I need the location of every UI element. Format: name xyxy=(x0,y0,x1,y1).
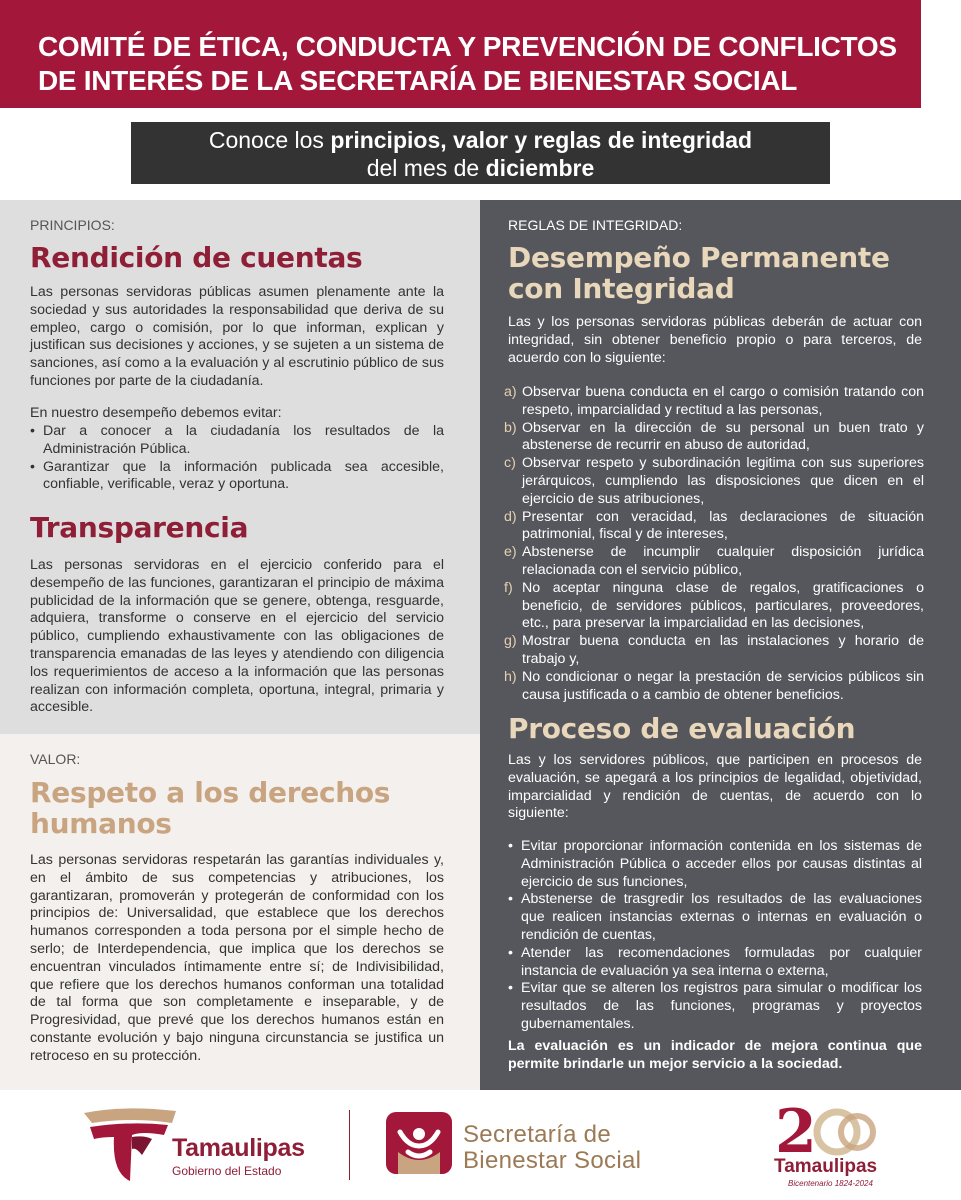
desempeno-title-line-1: Desempeño Permanente xyxy=(508,241,890,274)
item-text: Observar respeto y subordinación legitima con sus superiores jerárquicos, cumpliendo las disposiciones que dicen en el ejercicio de sus atribuciones, xyxy=(522,455,924,507)
item-marker: d) xyxy=(504,508,517,525)
list-item: • Dar a conocer a la ciudadanía los resultados de la Administración Pública. xyxy=(30,423,444,459)
valor-label: VALOR: xyxy=(30,751,81,767)
item-marker: e) xyxy=(504,544,517,561)
list-item xyxy=(504,455,924,508)
proceso-closing: La evaluación es un indicador de mejora continua que permite brindarle un mejor servicio a la sociedad. xyxy=(508,1038,922,1072)
list-item: • Evitar proporcionar información contenida en los sistemas de Administración Pública o acceder ellos por causas distintas al ejercicio de sus funciones, xyxy=(508,838,922,891)
banner-text-2: principios, valor y reglas de integridad xyxy=(330,127,753,153)
reglas-panel xyxy=(480,200,961,1090)
transparencia-title: Transparencia xyxy=(30,511,249,544)
footer-divider xyxy=(349,1110,350,1180)
banner-text-1: Conoce los xyxy=(208,127,331,153)
bienestar-logo-icon xyxy=(386,1112,452,1174)
gobierno-text: Gobierno del Estado xyxy=(172,1164,282,1178)
list-item xyxy=(504,420,924,456)
list-item: • Atender las recomendaciones formuladas por cualquier instancia de evaluación ya sea interna o externa, xyxy=(508,945,922,981)
item-marker: b) xyxy=(504,419,517,436)
proceso-intro: Las y los servidores públicos, que participen en procesos de evaluación, se apegará a los principios de legalidad, objetividad, imparcialidad y rendición de cuentas, de acuerdo con lo siguiente: xyxy=(508,752,922,822)
list-item xyxy=(504,580,924,633)
proceso-bullets xyxy=(508,838,922,1034)
item-text: No aceptar ninguna clase de regalos, gratificaciones o beneficio, de servidores públicos, particulares, proveedores, etc., para preservar la imparcialidad en las decisiones, xyxy=(522,579,924,632)
valor-title xyxy=(30,777,390,839)
item-text: Observar en la dirección de su personal un buen trato y abstenerse de recurrir en abuso de autoridad, xyxy=(522,419,924,454)
reglas-label: REGLAS DE INTEGRIDAD: xyxy=(508,217,683,233)
list-item xyxy=(504,544,924,580)
list-item xyxy=(504,509,924,545)
subtitle-banner xyxy=(131,122,830,184)
page-title xyxy=(38,30,908,98)
tamaulipas-text: Tamaulipas xyxy=(172,1134,305,1162)
transparencia-body: Las personas servidoras en el ejercicio conferido para el desempeño de las funciones, garantizaran el principio de máxima publicidad de la información que se genere, obtenga, resguarde, adquiera, transforme o conserve en el ejercicio del servicio público, cumpliendo exhaustivamente con las obligaciones de transparencia emanadas de las leyes y atendiendo con diligencia los requerimientos de acceso a la información que las personas realizan con información completa, oportuna, integral, primaria y accesible. xyxy=(30,557,444,716)
desempeno-title-line-2: con Integridad xyxy=(508,272,735,305)
secretaria-line-2: Bienestar Social xyxy=(463,1147,642,1174)
desempeno-list xyxy=(504,384,924,704)
valor-panel xyxy=(0,734,480,1090)
tamaulipas-logo-icon xyxy=(82,1107,178,1183)
rendicion-body: Las personas servidoras públicas asumen plenamente ante la sociedad y sus autoridades la responsabilidad que deriva de su empleo, cargo o comisión, por lo que informan, explican y justifican sus decisiones y acciones, y se sujeten a un sistema de sanciones, así como a la evaluación y al escrutinio público de sus funciones por parte de la ciudadanía. xyxy=(30,284,444,389)
item-text: Mostrar buena conducta en las instalaciones y horario de trabajo y, xyxy=(522,633,924,667)
item-text: No condicionar o negar la prestación de servicios públicos sin causa justificada o a cambio de obtener beneficios. xyxy=(522,668,924,703)
list-item: • Abstenerse de trasgredir los resultados de las evaluaciones que realicen instancias externas o internas en evaluación o rendición de cuentas, xyxy=(508,891,922,944)
item-text: Abstenerse de incumplir cualquier disposición jurídica relacionada con el servicio público, xyxy=(522,544,924,578)
secretaria-line-1: Secretaría de xyxy=(463,1121,611,1148)
desempeno-intro: Las y los personas servidoras públicas deberán de actuar con integridad, sin obtener beneficio propio o para terceros, de acuerdo con lo siguiente: xyxy=(508,314,922,366)
header-bar xyxy=(0,0,921,108)
item-text: Presentar con veracidad, las declaraciones de situación patrimonial, fiscal y de intereses, xyxy=(522,508,924,543)
principios-label: PRINCIPIOS: xyxy=(30,217,115,233)
title-line-1: COMITÉ DE ÉTICA, CONDUCTA Y PREVENCIÓN DE CONFLICTOS xyxy=(38,31,897,62)
proceso-title: Proceso de evaluación xyxy=(508,712,856,745)
rendicion-intro: En nuestro desempeño debemos evitar: xyxy=(30,405,282,421)
item-marker: g) xyxy=(504,633,517,650)
list-item xyxy=(504,384,924,420)
valor-title-line-1: Respeto a los derechos xyxy=(30,776,391,809)
valor-title-line-2: humanos xyxy=(30,807,172,840)
item-marker: a) xyxy=(504,384,517,400)
list-item xyxy=(504,669,924,705)
bicentenario-sub-text: Bicentenario 1824-2024 xyxy=(788,1179,873,1188)
title-line-2: DE INTERÉS DE LA SECRETARÍA DE BIENESTAR SOCIAL xyxy=(38,65,798,96)
banner-text-4: diciembre xyxy=(485,155,595,181)
svg-text:2: 2 xyxy=(775,1100,817,1158)
bicentenario-200-logo-icon xyxy=(773,1100,877,1158)
footer xyxy=(0,1090,961,1200)
valor-body: Las personas servidoras respetarán las garantías individuales y, en el ámbito de sus competencias y atribuciones, los garantizaran, promoverán y protegerán de conformidad con los principios de: Universalidad, que establece que los derechos humanos corresponden a toda persona por el simple hecho de serlo; de Interdependencia, que implica que los derechos se encuentran vinculados íntimamente entre sí; de Indivisibilidad, que refiere que los derechos humanos conforman una totalidad de tal forma que son completamente e inseparable, y de Progresividad, que prevé que los derechos humanos están en constante evolución y bajo ninguna circunstancia se justifica un retroceso en su protección. xyxy=(30,852,444,1064)
item-marker: f) xyxy=(504,579,513,596)
item-text: Observar buena conducta en el cargo o comisión tratando con respeto, imparcialidad y rectitud a las personas, xyxy=(522,384,924,418)
list-item: • Evitar que se alteren los registros para simular o modificar los resultados de las funciones, programas y proyectos gubernamentales. xyxy=(508,980,922,1033)
banner-text-3: del mes de xyxy=(366,155,486,181)
list-item: • Garantizar que la información publicada sea accesible, confiable, verificable, veraz y oportuna. xyxy=(30,459,444,495)
list-item xyxy=(504,633,924,669)
item-marker: h) xyxy=(504,668,517,685)
secretaria-text xyxy=(463,1122,641,1174)
rendicion-bullets xyxy=(30,423,444,494)
rendicion-title: Rendición de cuentas xyxy=(30,241,363,274)
item-marker: c) xyxy=(504,455,516,472)
desempeno-title xyxy=(508,242,890,304)
bicentenario-tamaulipas-text: Tamaulipas xyxy=(774,1156,878,1177)
principios-panel xyxy=(0,200,480,734)
